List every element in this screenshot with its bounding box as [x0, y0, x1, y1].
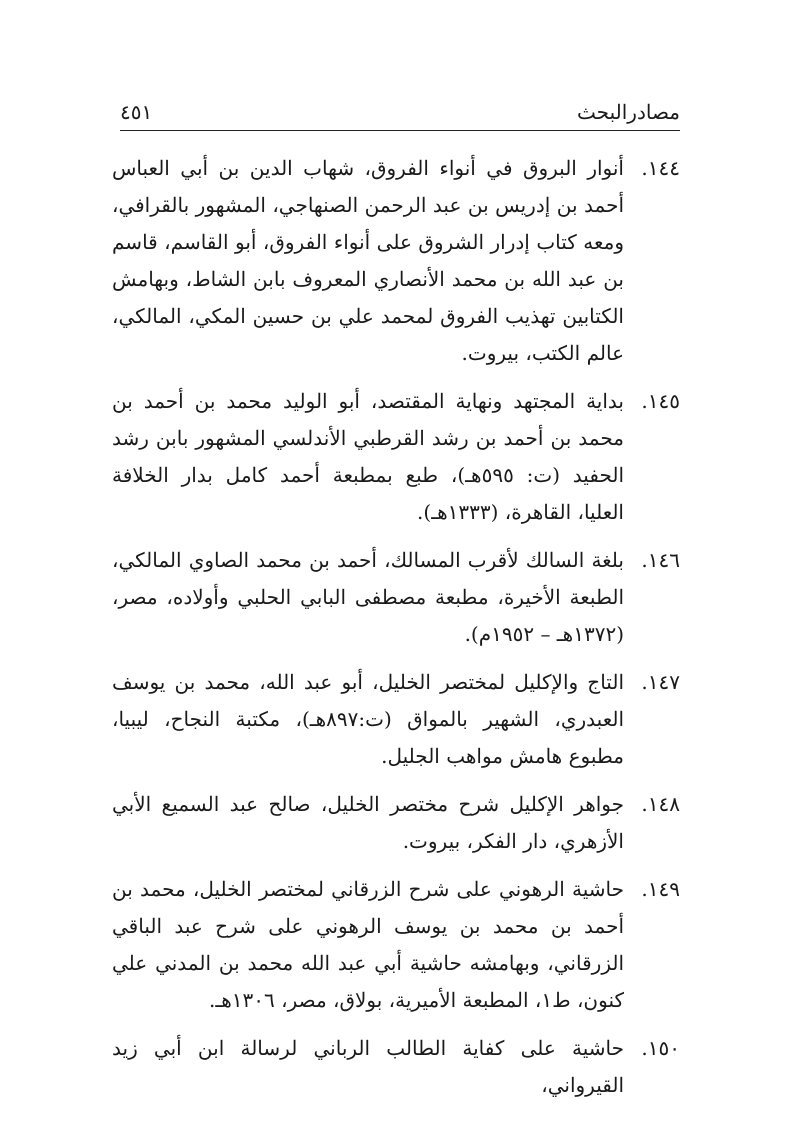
entry-number: ١٤٦.	[641, 548, 680, 572]
bibliography-entry	[112, 383, 680, 531]
bibliography-list	[112, 150, 680, 1115]
entry-number: ١٤٩.	[641, 877, 680, 901]
running-header	[120, 88, 680, 124]
bibliography-entry	[112, 664, 680, 775]
bibliography-entry	[112, 786, 680, 860]
bibliography-entry	[112, 1030, 680, 1104]
section-title: مصادرالبحث	[577, 100, 680, 124]
entry-text: بداية المجتهد ونهاية المقتصد، أبو الوليد محمد بن أحمد بن محمد بن أحمد بن رشد القرطبي الأندلسي المشهور بابن رشد الحفيد (ت: ٥٩٥هـ)، طبع بمطبعة أحمد كامل بدار الخلافة العليا، القاهرة، (١٣٣٣هـ).	[112, 389, 625, 524]
entry-text: أنوار البروق في أنواء الفروق، شهاب الدين بن أبي العباس أحمد بن إدريس بن عبد الرحمن الصنهاجي، المشهور بالقرافي، ومعه كتاب إدرار الشروق على أنواء الفروق، أبو القاسم، قاسم بن عبد الله بن محمد الأنصاري المعروف بابن الشاط، وبهامش الكتابين تهذيب الفروق لمحمد علي بن حسين المكي، المالكي، عالم الكتب، بيروت.	[112, 156, 624, 365]
entry-text: حاشية الرهوني على شرح الزرقاني لمختصر الخليل، محمد بن أحمد بن محمد بن يوسف الرهوني على شرح عبد الباقي الزرقاني، وبهامشه حاشية أبي عبد الله محمد بن المدني علي كنون، ط١، المطبعة الأميرية، بولاق، مصر، ١٣٠٦هـ.	[112, 877, 624, 1012]
entry-number: ١٥٠.	[641, 1036, 680, 1060]
entry-number: ١٤٤.	[641, 156, 680, 180]
bibliography-entry	[112, 542, 680, 653]
entry-text: بلغة السالك لأقرب المسالك، أحمد بن محمد الصاوي المالكي، الطبعة الأخيرة، مطبعة مصطفى البابي الحلبي وأولاده، مصر، (١٣٧٢هـ – ١٩٥٢م).	[112, 548, 624, 646]
entry-number: ١٤٨.	[641, 792, 680, 816]
entry-number: ١٤٧.	[641, 670, 680, 694]
entry-text: حاشية على كفاية الطالب الرباني لرسالة ابن أبي زيد القيرواني،	[112, 1036, 624, 1097]
bibliography-entry	[112, 150, 680, 372]
bibliography-entry	[112, 871, 680, 1019]
entry-text: التاج والإكليل لمختصر الخليل، أبو عبد الله، محمد بن يوسف العبدري، الشهير بالمواق (ت:٨٩٧هـ)، مكتبة النجاح، ليبيا، مطبوع هامش مواهب الجليل.	[112, 670, 624, 768]
page-number: ٤٥١	[120, 100, 153, 124]
entry-text: جواهر الإكليل شرح مختصر الخليل، صالح عبد السميع الأبي الأزهري، دار الفكر، بيروت.	[112, 792, 624, 853]
entry-number: ١٤٥.	[641, 389, 680, 413]
header-rule	[120, 130, 680, 131]
